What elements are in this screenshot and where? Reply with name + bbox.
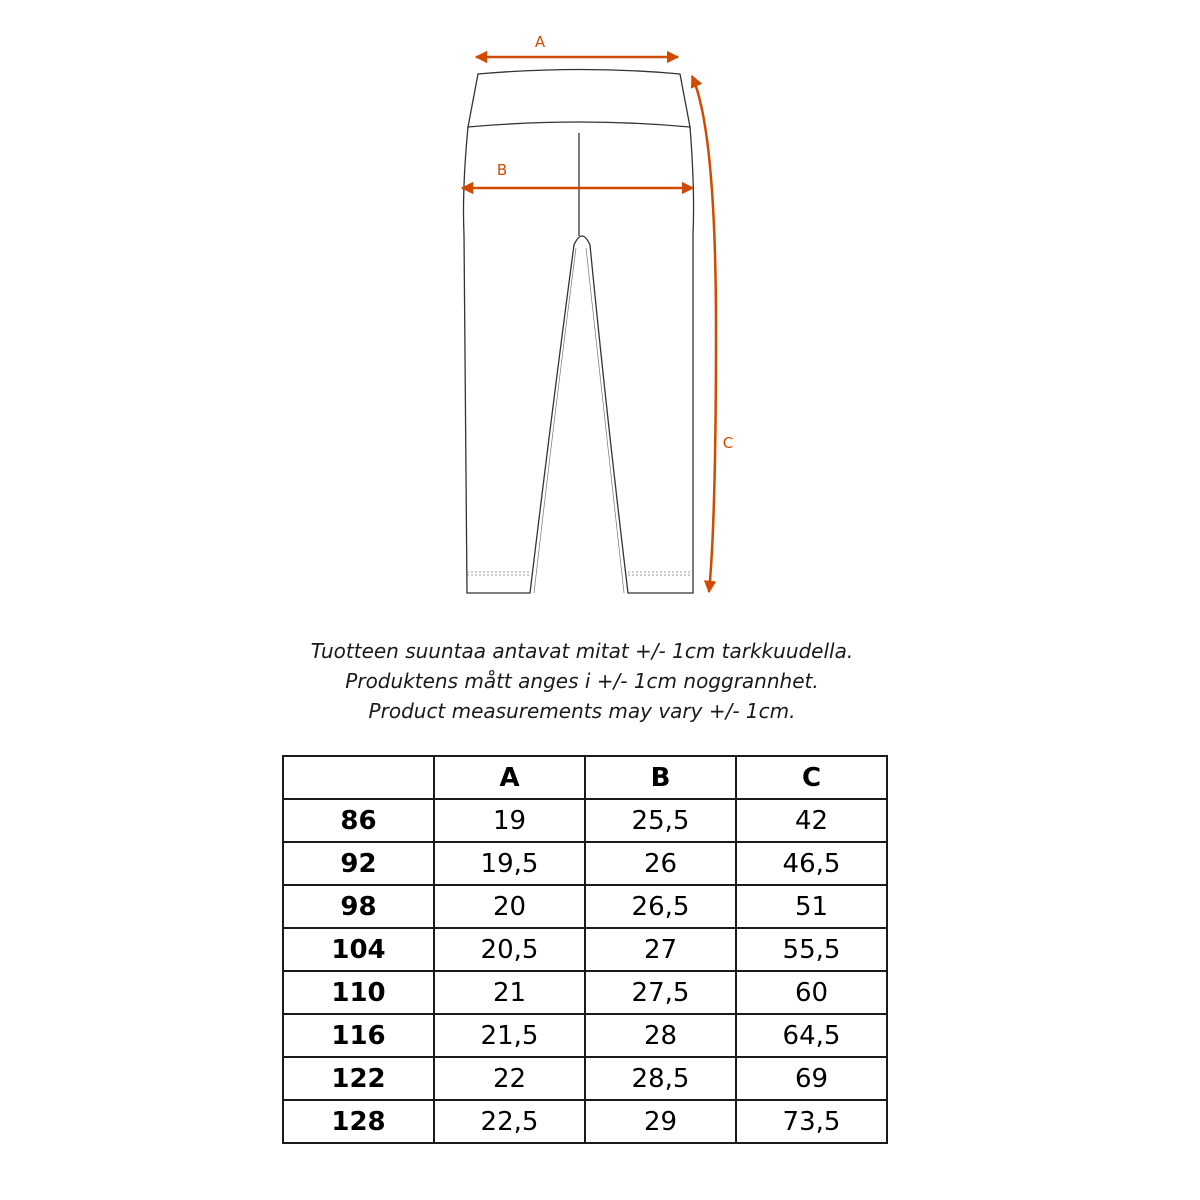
header-a: A (434, 756, 585, 799)
table-row (283, 1100, 887, 1143)
dimension-c-arrow (692, 76, 716, 592)
size-cell: 128 (283, 1100, 434, 1143)
value-b-cell: 28,5 (585, 1057, 736, 1100)
value-c-cell: 60 (736, 971, 887, 1014)
left-leg (464, 127, 583, 593)
value-b-cell: 27 (585, 928, 736, 971)
value-b-cell: 26,5 (585, 885, 736, 928)
value-c-cell: 51 (736, 885, 887, 928)
note-line-finnish: Tuotteen suuntaa antavat mitat +/- 1cm tarkkuudella. (310, 639, 854, 663)
right-leg (582, 127, 694, 593)
size-cell: 92 (283, 842, 434, 885)
value-c-cell: 55,5 (736, 928, 887, 971)
value-b-cell: 29 (585, 1100, 736, 1143)
table-row (283, 885, 887, 928)
header-c: C (736, 756, 887, 799)
value-a-cell: 20 (434, 885, 585, 928)
dimension-b-label: B (496, 161, 508, 179)
value-b-cell: 28 (585, 1014, 736, 1057)
value-a-cell: 21 (434, 971, 585, 1014)
dimension-a-label: A (534, 33, 546, 51)
size-cell: 86 (283, 799, 434, 842)
value-b-cell: 26 (585, 842, 736, 885)
table-header-row (283, 756, 887, 799)
size-table (282, 755, 888, 1144)
header-b: B (585, 756, 736, 799)
size-cell: 116 (283, 1014, 434, 1057)
waistband (468, 70, 690, 128)
table-row (283, 842, 887, 885)
dimension-c-label: C (722, 434, 734, 452)
value-a-cell: 22 (434, 1057, 585, 1100)
value-a-cell: 19 (434, 799, 585, 842)
header-size (283, 756, 434, 799)
table-row (283, 799, 887, 842)
note-line-english: Product measurements may vary +/- 1cm. (368, 699, 796, 723)
table-row (283, 971, 887, 1014)
value-b-cell: 25,5 (585, 799, 736, 842)
value-c-cell: 69 (736, 1057, 887, 1100)
table-row (283, 1014, 887, 1057)
note-line-swedish: Produktens mått anges i +/- 1cm noggrannhet. (345, 669, 819, 693)
size-cell: 104 (283, 928, 434, 971)
measurement-note (0, 636, 1164, 726)
table-row (283, 928, 887, 971)
size-cell: 122 (283, 1057, 434, 1100)
value-c-cell: 73,5 (736, 1100, 887, 1143)
value-c-cell: 64,5 (736, 1014, 887, 1057)
value-c-cell: 46,5 (736, 842, 887, 885)
leggings-outline (464, 70, 694, 594)
value-c-cell: 42 (736, 799, 887, 842)
size-cell: 98 (283, 885, 434, 928)
value-a-cell: 20,5 (434, 928, 585, 971)
value-a-cell: 22,5 (434, 1100, 585, 1143)
value-b-cell: 27,5 (585, 971, 736, 1014)
table-row (283, 1057, 887, 1100)
value-a-cell: 19,5 (434, 842, 585, 885)
size-cell: 110 (283, 971, 434, 1014)
value-a-cell: 21,5 (434, 1014, 585, 1057)
